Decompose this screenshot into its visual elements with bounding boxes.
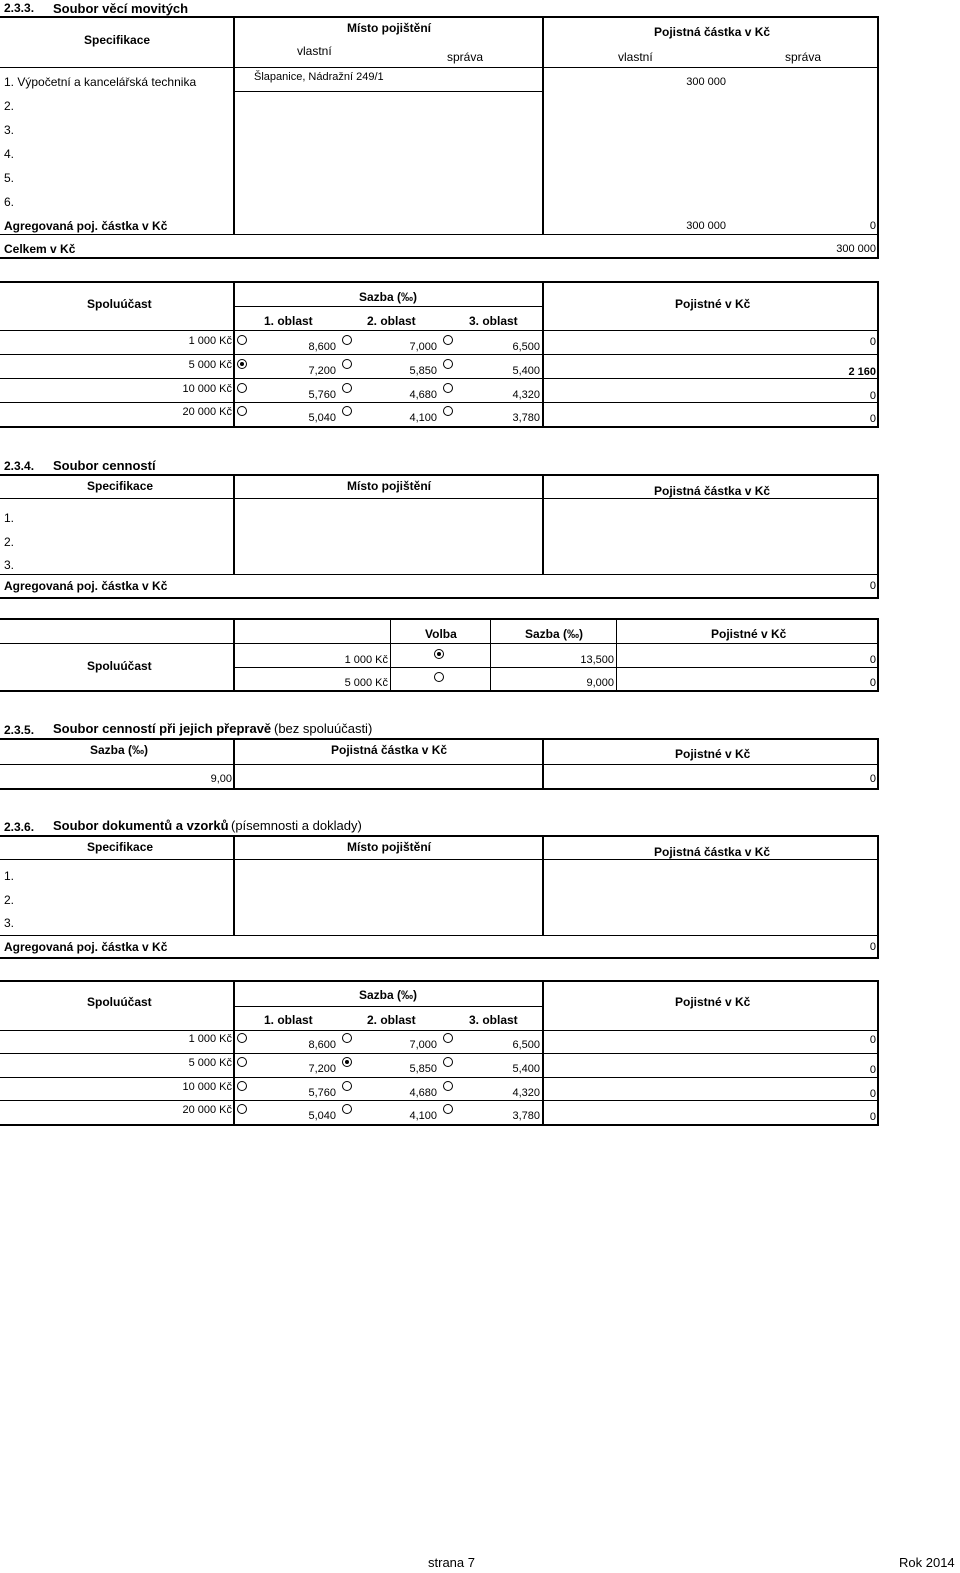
header-pojistna: Pojistná částka v Kč <box>654 845 771 859</box>
table-border <box>0 835 879 837</box>
header-oblast-2: 2. oblast <box>367 1013 416 1027</box>
header-spoluucast: Spoluúčast <box>87 659 152 673</box>
oblast-radio[interactable] <box>443 406 453 416</box>
table-divider <box>233 16 235 235</box>
rate-oblast-3: 6,500 <box>512 341 540 353</box>
table-divider <box>233 835 235 936</box>
table-border <box>877 16 879 259</box>
table-divider <box>0 643 879 644</box>
rate-oblast-2: 5,850 <box>409 1063 437 1075</box>
oblast-radio[interactable] <box>443 1081 453 1091</box>
table-divider <box>0 378 879 379</box>
section-number: 2.3.3. <box>4 1 35 15</box>
table-divider <box>233 1006 544 1007</box>
table-border <box>0 788 879 790</box>
row-label: 3. <box>4 558 15 572</box>
agg-value: 0 <box>869 580 876 592</box>
oblast-radio[interactable] <box>443 1057 453 1067</box>
header-specifikace: Specifikace <box>87 479 154 493</box>
table-divider <box>0 574 879 575</box>
pojistne-value: 0 <box>869 773 876 785</box>
agg-label: Agregovaná poj. částka v Kč <box>4 219 168 233</box>
table-divider <box>233 474 235 575</box>
rate-oblast-3: 6,500 <box>512 1039 540 1051</box>
rate-oblast-1: 5,760 <box>308 389 336 401</box>
table-divider <box>0 234 879 235</box>
header-spoluucast: Spoluúčast <box>87 297 152 311</box>
volba-label: 5 000 Kč <box>344 677 388 689</box>
header-sprava: správa <box>785 50 822 64</box>
oblast-radio[interactable] <box>342 1033 352 1043</box>
rate-oblast-2: 4,100 <box>409 1110 437 1122</box>
rate-oblast-1: 8,600 <box>308 1039 336 1051</box>
table-divider <box>0 67 879 68</box>
oblast-radio[interactable] <box>342 383 352 393</box>
header-oblast-3: 3. oblast <box>469 314 518 328</box>
oblast-radio[interactable] <box>443 1033 453 1043</box>
page-number: strana 7 <box>428 1555 475 1570</box>
row-label: 2. <box>4 535 15 549</box>
header-sazba: Sazba (‰) <box>525 627 584 641</box>
header-misto: Místo pojištění <box>347 21 431 35</box>
row-label: 3. <box>4 916 15 930</box>
header-sazba: Sazba (‰) <box>359 290 418 304</box>
header-spoluucast: Spoluúčast <box>87 995 152 1009</box>
rate-oblast-3: 4,320 <box>512 1087 540 1099</box>
agg-value: 0 <box>869 941 876 953</box>
table-divider <box>0 354 879 355</box>
volba-radio[interactable] <box>434 672 444 682</box>
table-border <box>0 16 879 18</box>
row-label: 4. <box>4 147 15 161</box>
spoluucast-radio[interactable] <box>237 406 247 416</box>
section-number: 2.3.5. <box>4 723 35 737</box>
rate-oblast-3: 3,780 <box>512 1110 540 1122</box>
header-sprava: správa <box>447 50 484 64</box>
oblast-radio[interactable] <box>342 335 352 345</box>
rate-oblast-1: 5,040 <box>308 1110 336 1122</box>
pojistne-value: 0 <box>869 413 876 425</box>
header-sazba: Sazba (‰) <box>359 988 418 1002</box>
header-pojistne: Pojistné v Kč <box>711 627 787 641</box>
pojistne-value: 0 <box>869 390 876 402</box>
table-border <box>0 474 879 476</box>
header-vlastni: vlastní <box>297 44 332 58</box>
pojistne-value: 0 <box>869 1064 876 1076</box>
rate-oblast-2: 4,680 <box>409 389 437 401</box>
volba-label: 1 000 Kč <box>344 654 388 666</box>
table-divider <box>542 835 544 936</box>
row-label: 5. <box>4 171 15 185</box>
table-divider <box>0 1030 879 1031</box>
oblast-radio-selected[interactable] <box>342 1057 352 1067</box>
agg-label: Agregovaná poj. částka v Kč <box>4 940 168 954</box>
section-number: 2.3.6. <box>4 820 35 834</box>
header-pojistna: Pojistná částka v Kč <box>654 484 771 498</box>
header-misto: Místo pojištění <box>347 840 431 854</box>
rate-oblast-3: 3,780 <box>512 412 540 424</box>
rate-oblast-2: 7,000 <box>409 341 437 353</box>
spoluucast-label: 10 000 Kč <box>182 1081 232 1093</box>
header-pojistne: Pojistné v Kč <box>675 747 751 761</box>
header-pojistna: Pojistná částka v Kč <box>331 743 448 757</box>
table-border <box>0 426 879 428</box>
pojistne-value: 0 <box>869 1088 876 1100</box>
table-divider <box>0 859 879 860</box>
table-border <box>0 1124 879 1126</box>
rate-oblast-1: 7,200 <box>308 365 336 377</box>
table-divider <box>0 402 879 403</box>
header-specifikace: Specifikace <box>84 33 151 47</box>
header-vlastni: vlastní <box>618 50 653 64</box>
volba-rate: 13,500 <box>580 654 614 666</box>
row-label: 1. <box>4 869 15 883</box>
table-divider <box>0 1100 879 1101</box>
table-border <box>877 835 879 959</box>
table-divider <box>233 306 544 307</box>
oblast-radio[interactable] <box>342 1104 352 1114</box>
table-divider <box>542 474 544 575</box>
rate-oblast-2: 4,680 <box>409 1087 437 1099</box>
pojistne-value: 0 <box>869 1034 876 1046</box>
table-divider <box>0 764 879 765</box>
table-divider <box>233 91 544 92</box>
oblast-radio[interactable] <box>342 359 352 369</box>
rate-oblast-1: 5,760 <box>308 1087 336 1099</box>
header-sazba: Sazba (‰) <box>90 743 149 757</box>
agg-vlastni: 300 000 <box>686 220 726 232</box>
oblast-radio[interactable] <box>342 406 352 416</box>
rate-oblast-1: 7,200 <box>308 1063 336 1075</box>
row-vlastni: 300 000 <box>686 76 726 88</box>
table-divider <box>0 1077 879 1078</box>
oblast-radio[interactable] <box>342 1081 352 1091</box>
spoluucast-radio[interactable] <box>237 1104 247 1114</box>
section-title: Soubor cenností <box>53 458 156 473</box>
pojistne-value: 0 <box>869 336 876 348</box>
rate-oblast-3: 5,400 <box>512 1063 540 1075</box>
header-pojistne: Pojistné v Kč <box>675 995 751 1009</box>
table-divider <box>0 330 879 331</box>
pojistne-value: 0 <box>869 1111 876 1123</box>
agg-sprava: 0 <box>869 220 876 232</box>
oblast-radio[interactable] <box>443 383 453 393</box>
table-border <box>877 474 879 598</box>
rate-oblast-3: 5,400 <box>512 365 540 377</box>
rate-oblast-2: 4,100 <box>409 412 437 424</box>
table-divider <box>233 667 879 668</box>
volba-radio-selected[interactable] <box>434 649 444 659</box>
volba-pojistne: 0 <box>869 677 876 689</box>
rate-oblast-2: 5,850 <box>409 365 437 377</box>
spoluucast-label: 5 000 Kč <box>188 359 232 371</box>
spoluucast-label: 20 000 Kč <box>182 406 232 418</box>
spoluucast-radio[interactable] <box>237 1081 247 1091</box>
header-pojistne: Pojistné v Kč <box>675 297 751 311</box>
table-divider <box>542 16 544 235</box>
row-label: 3. <box>4 123 15 137</box>
spoluucast-radio[interactable] <box>237 383 247 393</box>
spoluucast-label: 1 000 Kč <box>188 1033 232 1045</box>
spoluucast-radio-selected[interactable] <box>237 359 247 369</box>
header-specifikace: Specifikace <box>87 840 154 854</box>
table-divider <box>0 935 879 936</box>
spoluucast-radio[interactable] <box>237 1057 247 1067</box>
rate-oblast-1: 8,600 <box>308 341 336 353</box>
oblast-radio[interactable] <box>443 335 453 345</box>
section-title: Soubor dokumentů a vzorků <box>53 818 229 833</box>
row-misto: Šlapanice, Nádražní 249/1 <box>254 71 384 83</box>
table-divider <box>616 618 617 692</box>
oblast-radio[interactable] <box>443 1104 453 1114</box>
table-border <box>0 618 879 620</box>
section-subtitle: (bez spoluúčasti) <box>274 721 373 736</box>
table-border <box>0 257 879 259</box>
header-oblast-2: 2. oblast <box>367 314 416 328</box>
agg-label: Agregovaná poj. částka v Kč <box>4 579 168 593</box>
spoluucast-label: 1 000 Kč <box>188 335 232 347</box>
section-title: Soubor cenností při jejich přepravě <box>53 721 272 736</box>
table-divider <box>233 618 235 692</box>
table-border <box>0 281 879 283</box>
table-divider <box>0 498 879 499</box>
pojistne-value: 2 160 <box>848 366 876 378</box>
table-border <box>0 957 879 959</box>
spoluucast-radio[interactable] <box>237 335 247 345</box>
spoluucast-label: 20 000 Kč <box>182 1104 232 1116</box>
table-divider <box>490 618 491 692</box>
row-label: 1. Výpočetní a kancelářská technika <box>4 75 197 89</box>
volba-pojistne: 0 <box>869 654 876 666</box>
total-value: 300 000 <box>836 243 876 255</box>
section-subtitle: (písemnosti a doklady) <box>231 818 362 833</box>
section-title: Soubor věcí movitých <box>53 1 189 16</box>
table-border <box>0 738 879 740</box>
table-border <box>0 980 879 982</box>
spoluucast-radio[interactable] <box>237 1033 247 1043</box>
footer-year: Rok 2014 <box>899 1555 955 1570</box>
header-oblast-1: 1. oblast <box>264 314 313 328</box>
spoluucast-label: 10 000 Kč <box>182 383 232 395</box>
total-label: Celkem v Kč <box>4 242 76 256</box>
header-misto: Místo pojištění <box>347 479 431 493</box>
row-label: 6. <box>4 195 15 209</box>
section-number: 2.3.4. <box>4 459 35 473</box>
table-border <box>0 597 879 599</box>
header-oblast-3: 3. oblast <box>469 1013 518 1027</box>
table-border <box>0 690 879 692</box>
row-label: 2. <box>4 99 15 113</box>
table-border <box>877 618 879 692</box>
row-label: 1. <box>4 511 15 525</box>
rate-oblast-1: 5,040 <box>308 412 336 424</box>
rate-oblast-2: 7,000 <box>409 1039 437 1051</box>
volba-rate: 9,000 <box>586 677 614 689</box>
header-oblast-1: 1. oblast <box>264 1013 313 1027</box>
table-divider <box>390 618 391 692</box>
row-label: 2. <box>4 893 15 907</box>
rate-value: 9,00 <box>210 773 232 785</box>
header-volba: Volba <box>425 627 457 641</box>
spoluucast-label: 5 000 Kč <box>188 1057 232 1069</box>
rate-oblast-3: 4,320 <box>512 389 540 401</box>
table-divider <box>0 1053 879 1054</box>
oblast-radio[interactable] <box>443 359 453 369</box>
header-pojistna: Pojistná částka v Kč <box>654 25 771 39</box>
